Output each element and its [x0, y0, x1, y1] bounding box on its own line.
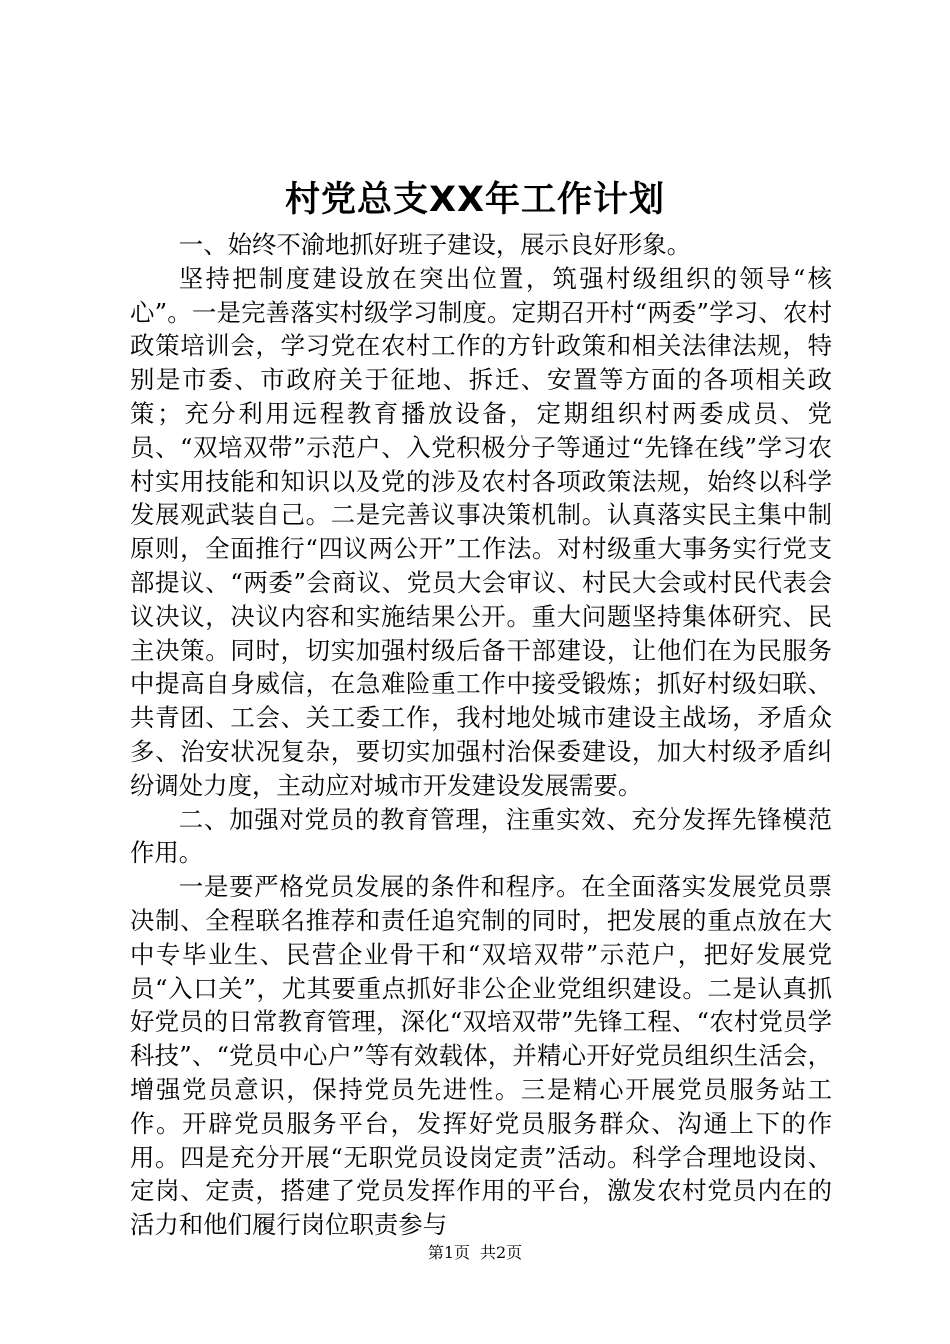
paragraph-section-two-body: 一是要严格党员发展的条件和程序。在全面落实发展党员票决制、全程联名推荐和责任追究制的同时，把发展的重点放在大中专毕业生、民营企业骨干和“双培双带”示范户，把好发展党员“入口关”，尤其要重点抓好非公企业党组织建设。二是认真抓好党员的日常教育管理，深化“双培双带”先锋工程、“农村党员学科技”、“党员中心户”等有效载体，并精心开好党员组织生活会，增强党员意识，保持党员先进性。三是精心开展党员服务站工作。开辟党员服务平台，发挥好党员服务群众、沟通上下的作用。四是充分开展“无职党员设岗定责”活动。科学合理地设岗、定岗、定责，搭建了党员发挥作用的平台，激发农村党员内在的活力和他们履行岗位职责参与 — [130, 872, 832, 1240]
paragraph-section-two-heading: 二、加强对党员的教育管理，注重实效、充分发挥先锋模范作用。 — [130, 804, 832, 868]
page-total: 共2页 — [480, 1243, 523, 1262]
document-title: 村党总支XX年工作计划 — [285, 180, 665, 220]
document-body — [130, 228, 832, 1242]
paragraph-section-one-body: 坚持把制度建设放在突出位置，筑强村级组织的领导“核心”。一是完善落实村级学习制度。定期召开村“两委”学习、农村政策培训会，学习党在农村工作的方针政策和相关法律法规，特别是市委、市政府关于征地、拆迁、安置等方面的各项相关政策；充分利用远程教育播放设备，定期组织村两委成员、党员、“双培双带”示范户、入党积极分子等通过“先锋在线”学习农村实用技能和知识以及党的涉及农村各项政策法规，始终以科学发展观武装自己。二是完善议事决策机制。认真落实民主集中制原则，全面推行“四议两公开”工作法。对村级重大事务实行党支部提议、“两委”会商议、党员大会审议、村民大会或村民代表会议决议，决议内容和实施结果公开。重大问题坚持集体研究、民主决策。同时，切实加强村级后备干部建设，让他们在为民服务中提高自身威信，在急难险重工作中接受锻炼；抓好村级妇联、共青团、工会、关工委工作，我村地处城市建设主战场，矛盾众多、治安状况复杂，要切实加强村治保委建设，加大村级矛盾纠纷调处力度，主动应对城市开发建设发展需要。 — [130, 263, 832, 800]
page-number: 第1页 — [427, 1243, 470, 1262]
page-footer — [0, 1242, 950, 1264]
paragraph-section-one-heading: 一、始终不渝地抓好班子建设，展示良好形象。 — [178, 230, 692, 259]
